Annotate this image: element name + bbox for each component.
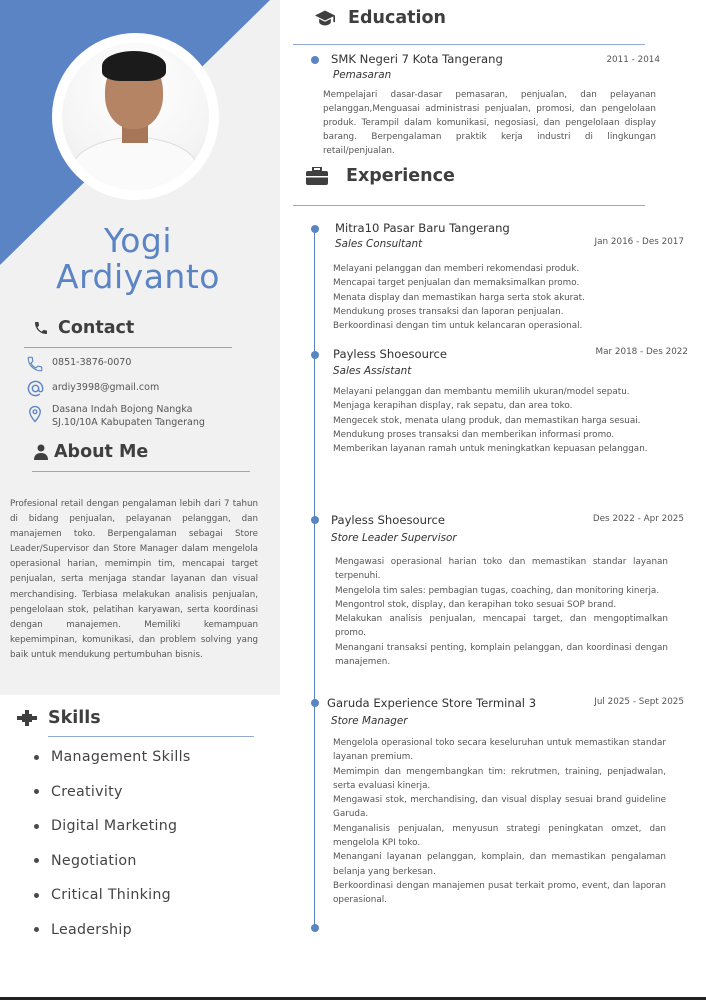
job-dates: Mar 2018 - Des 2022 (595, 347, 688, 357)
skills-divider (48, 736, 254, 737)
about-heading: About Me (30, 442, 148, 462)
at-sign-icon (24, 377, 46, 399)
education-divider (293, 44, 645, 45)
skill-item: Management Skills (34, 740, 191, 775)
job-dot (311, 516, 319, 524)
contact-divider (24, 347, 232, 348)
skill-item: Leadership (34, 913, 191, 948)
last-name: Ardiyanto (56, 257, 220, 296)
graduation-cap-icon (314, 8, 336, 28)
job-role: Store Leader Supervisor (331, 532, 457, 544)
job-dot (311, 225, 319, 233)
contact-heading: Contact (30, 318, 134, 338)
job-description: Melayani pelanggan dan memberi rekomendasi produk. Mencapai target penjualan dan memaksimalkan promo. Menata display dan memastikan harga serta stok akurat. Mendukung proses transaksi dan laporan penjualan. Berkoordinasi dengan tim untuk kelancaran operasional. (333, 264, 585, 332)
timeline-end-dot (311, 924, 319, 932)
contact-email[interactable]: ardiy3998@gmail.com (24, 377, 159, 399)
experience-divider (293, 205, 645, 206)
briefcase-icon (306, 166, 328, 186)
job-dates: Des 2022 - Apr 2025 (592, 514, 684, 524)
phone-icon (30, 318, 52, 338)
skill-item: Creativity (34, 775, 191, 810)
skills-list (34, 740, 191, 947)
experience-heading: Experience (306, 166, 455, 186)
about-text: Profesional retail dengan pengalaman lebih dari 7 tahun di bidang penjualan, pelayanan pelanggan, dan manajemen toko. Berpengalaman sebagai Store Leader/Supervisor dan Store Manager dalam mengelola operasional harian, memimpin tim, mencapai target penjualan, serta menjaga standar layanan dan visual merchandising. Terbiasa melakukan analisis penjualan, pengelolaan stok, pelatihan karyawan, serta koordinasi dengan manajemen. Memiliki kemampuan kepemimpinan, komunikasi, dan problem solving yang baik untuk mendukung pertumbuhan bisnis. (10, 499, 258, 660)
job-company: Payless Shoesource (331, 513, 445, 527)
education-heading: Education (314, 8, 446, 28)
address-line-1: Dasana Indah Bojong Nangka (52, 404, 193, 415)
about-divider (32, 471, 250, 472)
experience-timeline (314, 229, 315, 929)
location-pin-icon (24, 403, 46, 425)
job-dates: Jan 2016 - Des 2017 (594, 237, 684, 247)
job-description: Mengawasi operasional harian toko dan memastikan standar layanan terpenuhi. Mengelola tim sales: pembagian tugas, coaching, dan monitoring kinerja. Mengontrol stok, display, dan kerapihan toko sesuai SOP brand. Melakukan analisis penjualan, mencapai target, dan mengoptimalkan promo. Menangani transaksi penting, komplain pelanggan, dan koordinasi dengan manajemen. (335, 557, 668, 668)
left-panel (0, 0, 280, 695)
job-company: Mitra10 Pasar Baru Tangerang (335, 221, 510, 235)
job-role: Sales Assistant (333, 365, 412, 377)
contact-phone[interactable]: 0851-3876-0070 (24, 353, 131, 375)
first-name: Yogi (103, 221, 173, 260)
puzzle-icon (16, 708, 38, 728)
contact-address (24, 403, 205, 429)
education-dot (311, 56, 319, 64)
job-dates: Jul 2025 - Sept 2025 (594, 697, 684, 707)
phone-outline-icon (24, 353, 46, 375)
skill-item: Critical Thinking (34, 878, 191, 913)
education-description: Mempelajari dasar-dasar pemasaran, penjualan, dan pelayanan pelanggan,Menguasai administrasi penjualan, promosi, dan pengelolaan produk. Terampil dalam komunikasi, negosiasi, dan pengelolaan display barang. Berpengalaman praktik kerja industri di lingkungan retail/penjualan. (323, 90, 656, 156)
address-line-2: SJ.10/10A Kabupaten Tangerang (52, 417, 205, 428)
job-description: Mengelola operasional toko secara keseluruhan untuk memastikan standar layanan premium. Memimpin dan mengembangkan tim: rekrutmen, training, penjadwalan, serta evaluasi kinerja. Mengawasi stok, merchandising, dan visual display sesuai brand guideline Garuda. Menganalisis penjualan, menyusun strategi peningkatan omzet, dan mengelola KPI toko. Menangani layanan pelanggan, komplain, dan memastikan pengalaman belanja yang berkesan. Berkoordinasi dengan manajemen pusat terkait promo, event, dan laporan operasional. (333, 738, 666, 906)
education-school: SMK Negeri 7 Kota Tangerang (331, 52, 503, 66)
skill-item: Digital Marketing (34, 809, 191, 844)
skills-heading: Skills (16, 708, 101, 728)
skill-item: Negotiation (34, 844, 191, 879)
job-dot (311, 351, 319, 359)
job-description: Melayani pelanggan dan membantu memilih ukuran/model sepatu. Menjaga kerapihan display, rak sepatu, dan area toko. Mengecek stok, menata ulang produk, dan memastikan harga sesuai. Mendukung proses transaksi dan memberikan informasi promo. Memberikan layanan ramah untuk meningkatkan kepuasan pelanggan. (333, 387, 648, 455)
job-dot (311, 699, 319, 707)
job-company: Garuda Experience Store Terminal 3 (327, 696, 537, 710)
education-years: 2011 - 2014 (606, 55, 660, 65)
profile-photo (62, 43, 209, 190)
user-icon (30, 442, 52, 462)
job-company: Payless Shoesource (333, 347, 447, 361)
job-role: Sales Consultant (335, 238, 423, 250)
education-major: Pemasaran (333, 69, 392, 81)
job-role: Store Manager (331, 715, 408, 727)
